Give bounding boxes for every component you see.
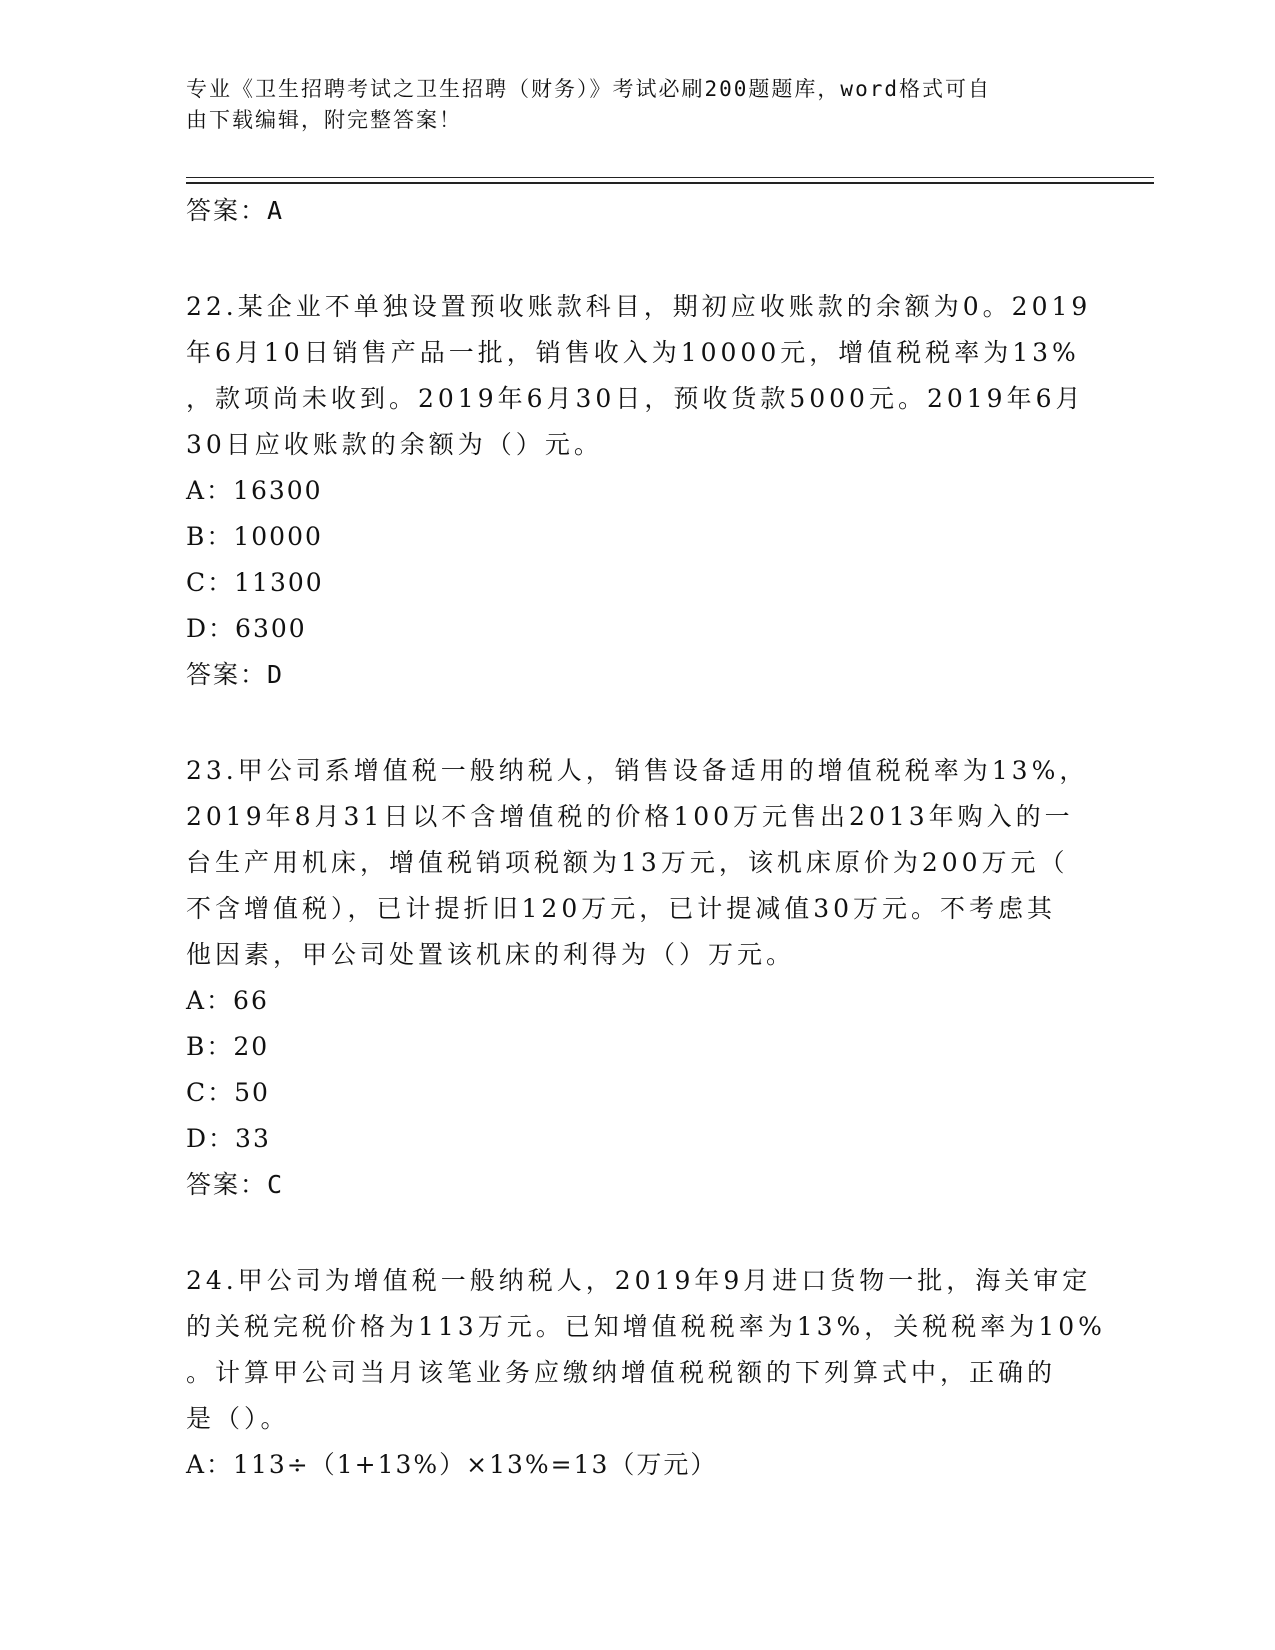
header-line-1: 专业《卫生招聘考试之卫生招聘（财务）》考试必刷200题题库，word格式可自 <box>186 77 991 101</box>
option-b: B：20 <box>186 1032 270 1061</box>
header-rule-thick <box>186 182 1154 184</box>
question-text-line: 22.某企业不单独设置预收账款科目，期初应收账款的余额为0。2019 <box>186 292 1092 321</box>
question-text-line: 24.甲公司为增值税一般纳税人，2019年9月进口货物一批，海关审定 <box>186 1266 1092 1295</box>
question-text-line: 30日应收账款的余额为（）元。 <box>186 430 603 459</box>
question-22 <box>186 284 1092 698</box>
question-text-line: 2019年8月31日以不含增值税的价格100万元售出2013年购入的一 <box>186 802 1074 831</box>
question-text-line: 不含增值税），已计提折旧120万元，已计提减值30万元。不考虑其 <box>186 894 1057 923</box>
header-line-2: 由下载编辑，附完整答案！ <box>186 108 462 132</box>
option-c: C：50 <box>186 1078 270 1107</box>
question-text-line: 他因素，甲公司处置该机床的利得为（）万元。 <box>186 940 796 969</box>
question-text-line: ，款项尚未收到。2019年6月30日，预收货款5000元。2019年6月 <box>186 384 1085 413</box>
answer-line: 答案：D <box>186 660 285 689</box>
option-b: B：10000 <box>186 522 323 551</box>
option-d: D：6300 <box>186 614 307 643</box>
option-a: A：16300 <box>186 476 323 505</box>
question-text-line: 的关税完税价格为113万元。已知增值税税率为13%，关税税率为10% <box>186 1312 1106 1341</box>
question-text <box>186 1258 1106 1442</box>
answer-line: 答案：C <box>186 1170 285 1199</box>
answer-line: 答案：A <box>186 196 285 225</box>
question-text-line: 台生产用机床，增值税销项税额为13万元，该机床原价为200万元（ <box>186 848 1069 877</box>
option-a: A：66 <box>186 986 269 1015</box>
document-body <box>186 186 1106 1488</box>
header-rule-thin <box>186 177 1154 178</box>
option-d: D：33 <box>186 1124 271 1153</box>
question-text-line: 是（）。 <box>186 1404 290 1433</box>
question-24 <box>186 1258 1106 1488</box>
question-text-line: 。计算甲公司当月该笔业务应缴纳增值税税额的下列算式中，正确的 <box>186 1358 1057 1387</box>
option-a: A：113÷（1+13%）×13%=13（万元） <box>186 1450 718 1479</box>
question-text-line: 年6月10日销售产品一批，销售收入为10000元，增值税税率为13% <box>186 338 1080 367</box>
question-23 <box>186 748 1089 1208</box>
question-text-line: 23.甲公司系增值税一般纳税人，销售设备适用的增值税税率为13%， <box>186 756 1089 785</box>
question-text <box>186 748 1089 978</box>
document-header <box>186 74 1066 136</box>
option-c: C：11300 <box>186 568 324 597</box>
question-text <box>186 284 1092 468</box>
